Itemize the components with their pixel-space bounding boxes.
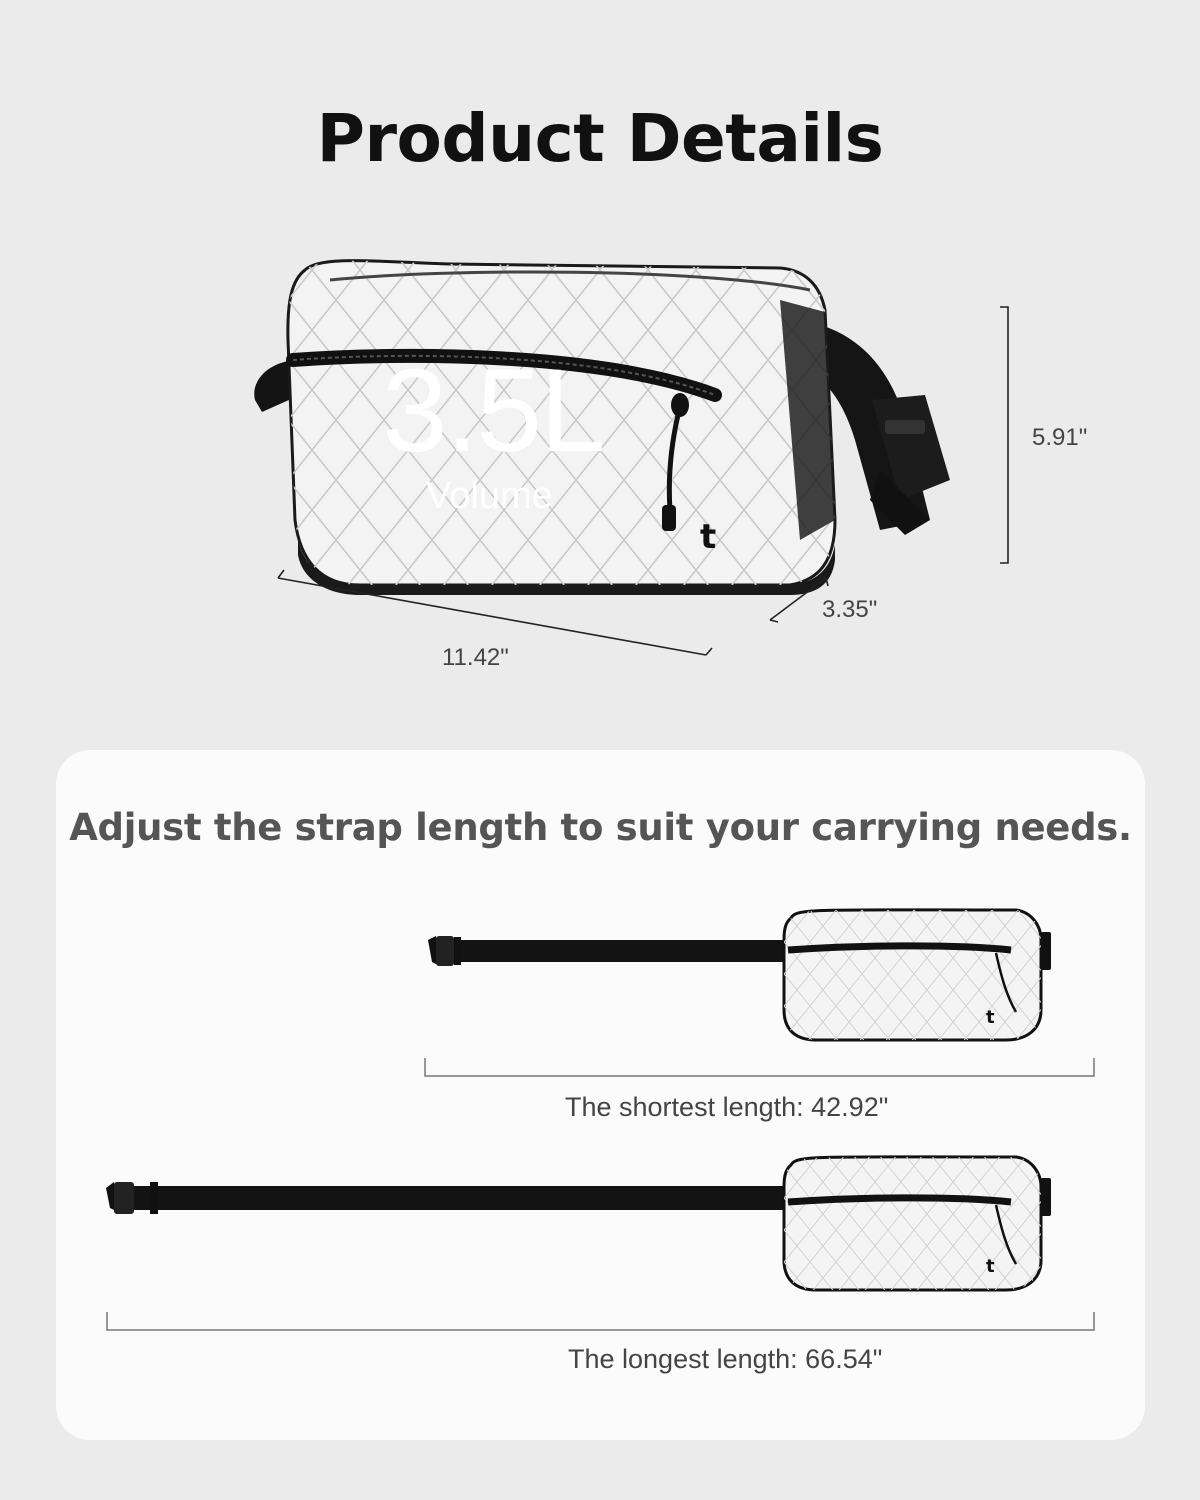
long-strap-bag (106, 1157, 1094, 1330)
short-strap-band (451, 940, 791, 962)
short-strap-bag (425, 910, 1094, 1076)
volume-label: Volume (426, 475, 553, 517)
hero-product-image (0, 230, 1200, 700)
long-measure-line (107, 1312, 1094, 1330)
longest-length-label: The longest length: 66.54" (568, 1344, 883, 1374)
brand-logo: t (700, 517, 717, 557)
strap-heading: Adjust the strap length to suit your carrying needs. (69, 806, 1132, 849)
depth-dimension: 3.35" (822, 596, 878, 623)
short-left-buckle (428, 936, 461, 966)
svg-text:t: t (986, 1007, 995, 1028)
long-left-buckle (106, 1182, 158, 1214)
strap-length-card (56, 750, 1145, 1440)
short-measure-line (425, 1058, 1094, 1076)
svg-text:t: t (986, 1256, 995, 1277)
width-dimension: 11.42" (442, 644, 509, 671)
shortest-length-label: The shortest length: 42.92" (565, 1092, 889, 1122)
volume-value: 3.5L (382, 345, 604, 477)
height-dimension: 5.91" (1032, 424, 1088, 451)
page-title: Product Details (316, 100, 884, 177)
long-strap-band (131, 1186, 796, 1210)
